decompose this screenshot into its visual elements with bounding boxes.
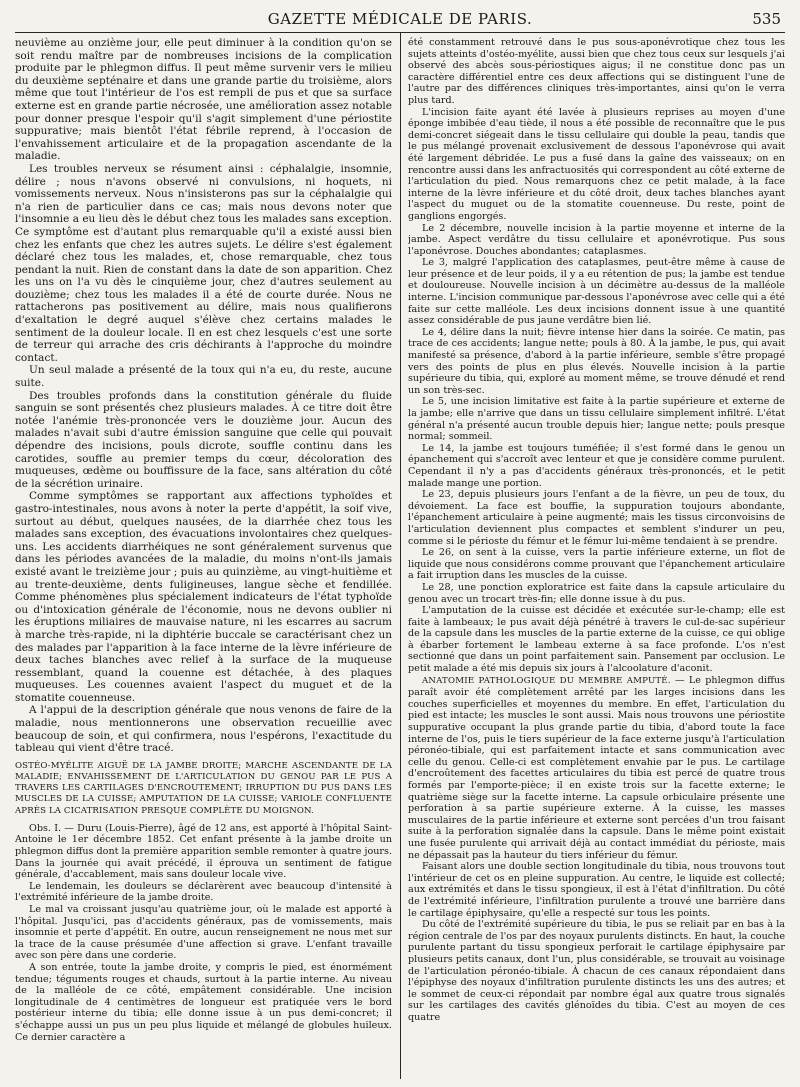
paragraph: Le 4, délire dans la nuit; fièvre intense hier dans la soirée. Ce matin, pas trace de ces accidents; langue nette; pouls à 80. À la jambe, le pus, qui avait manifesté sa présence, d'abord à la partie inférieure, semble s'être propagé vers des points de plus en plus élevés. Nouvelle incision à la partie supérieure du tibia, qui, exploré au moment même, se trouve dénudé et rend un son très-sec. — [408, 326, 785, 396]
paragraph: été constamment retrouvé dans le pus sous-aponévrotique chez tous les sujets atteints d'ostéo-myélite, aussi bien que chez tous ceux sur lesquels j'ai observé des abcès sous-périostiques aigus; il ne constitue donc pas un caractère différentiel entre ces deux affections qui se distinguent l'une de l'autre par des différences cliniques très-importantes, ainsi qu'on le verra plus tard. — [408, 37, 785, 106]
paragraph: Les troubles nerveux se résument ainsi : céphalalgie, insomnie, délire ; nous n'avons observé ni convulsions, ni hoquets, ni vomissements nerveux. Nous n'insisterons pas sur la céphalalgie qui n'a rien de particulier dans ce cas; mais nous devons noter que l'insomnie a eu lieu dès le début chez tous les malades sans exception. Ce symptôme est d'autant plus remarquable qu'il a existé aussi bien chez les enfants que chez les autres sujets. Le délire s'est également déclaré chez tous les malades, et, chose remarquable, chez tous pendant la nuit. Rien de constant dans la date de son apparition. Chez les uns on l'a vu dès le cinquième jour, chez d'autres seulement au douzième; chez tous les malades il a été de courte durée. Nous ne rattacherons pas positivement au délire, mais nous qualifierons d'exaltation le degré auquel s'élève chez certains malades le sentiment de la douleur locale. Il en est chez lesquels c'est une sorte de terreur qui arrache des cris déchirants à l'approche du moindre contact. — [15, 162, 392, 364]
paragraph: Le 14, la jambe est toujours tuméfiée; il s'est formé dans le genou un épanchement qui s'accroît avec lenteur et que je considère comme purulent. Cependant il n'y a pas d'accidents généraux très-prononcés, et le petit malade mange une portion. — [408, 442, 785, 489]
paragraph: L'amputation de la cuisse est décidée et exécutée sur-le-champ; elle est faite à lambeaux; le pus avait déjà pénétré à travers le cul-de-sac supérieur de la capsule dans les muscles de la partie externe de la cuisse, ce qui oblige à ébarber fortement le lambeau externe à sa face profonde. L'os n'est sectionné que dans un point parfaitement sain. Pansement par occlusion. Le petit malade a été mis depuis six jours à l'alcoolature d'aconit. — [408, 605, 785, 675]
paragraph: Du côté de l'extrémité supérieure du tibia, le pus se reliait par en bas à la région centrale de l'os par des noyaux purulents distincts. En haut, la couche purulente partant du tissu spongieux perforait le cartilage épiphysaire par plusieurs petits canaux, dont l'un, plus considérable, se trouvait au voisinage de l'articulation péronéo-tibiale. À chacun de ces canaux répondaient dans l'épiphyse des noyaux d'infiltration purulente distincts les uns des autres; et le sommet de ceux-ci répondait par nombre égal aux quatre trous signalés sur les cartilages des cavités glénoïdes du tibia. C'est au moyen de ces quatre — [408, 919, 785, 1023]
column-divider — [400, 33, 401, 1079]
paragraph: Des troubles profonds dans la constitution générale du fluide sanguin se sont présentés chez plusieurs malades. À ce titre doit être notée l'anémie très-prononcée vers le douzième jour. Aucun des malades n'avait subi d'autre émission sanguine que celle qui pouvait dépendre des incisions, pouls dicrote, souffle continu dans les carotides, souffle au premier temps du cœur, décoloration des muqueuses, œdème ou bouffissure de la face, sans altération du côté de la sécrétion urinaire. — [15, 389, 392, 490]
page-header — [15, 8, 785, 30]
text-columns — [15, 33, 785, 1079]
section-heading: ANATOMIE PATHOLOGIQUE DU MEMBRE AMPUTÉ. — [422, 675, 671, 686]
paragraph: Faisant alors une double section longitudinale du tibia, nous trouvons tout l'intérieur de cet os en pleine suppuration. Au centre, le liquide est collecté; aux extrémités et dans le tissu spongieux, il est à l'état d'infiltration. Du côté de l'extrémité inférieure, l'infiltration purulente a trouvé une barrière dans le cartilage épiphysaire, qu'elle a respecté sur tous les points. — [408, 861, 785, 919]
paragraph: Le 5, une incision limitative est faite à la partie supérieure et externe de la jambe; elle n'arrive que dans un tissu cellulaire simplement infiltré. L'état général n'a présenté aucun trouble depuis hier; langue nette; pouls presque normal; sommeil. — [408, 396, 785, 443]
paragraph: Le 3, malgré l'application des cataplasmes, peut-être même à cause de leur présence et de leur poids, il y a eu rétention de pus; la jambe est tendue et douloureuse. Nouvelle incision à un décimètre au-dessus de la malléole interne. L'incision communique par-dessous l'aponévrose avec celle qui a été faite sur cette malléole. Les deux incisions donnent issue à une quantité assez considérable de pus jaune verdâtre bien lié. — [408, 257, 785, 327]
paragraph: A l'appui de la description générale que nous venons de faire de la maladie, nous mentionnerons une observation recueillie avec beaucoup de soin, et qui confirmera, nous l'espérons, l'exactitude du tableau qui vient d'être tracé. — [15, 704, 392, 755]
paragraph: Un seul malade a présenté de la toux qui n'a eu, du reste, aucune suite. — [15, 364, 392, 390]
journal-title: GAZETTE MÉDICALE DE PARIS. — [267, 10, 533, 28]
page-number: 535 — [752, 10, 781, 28]
right-column — [408, 37, 785, 1077]
anatomy-paragraph — [408, 675, 785, 862]
paragraph: Le 28, une ponction exploratrice est faite dans la capsule articulaire du genou avec un trocart très-fin; elle donne issue à du pus. — [408, 581, 785, 605]
paragraph: Comme symptômes se rapportant aux affections typhoïdes et gastro-intestinales, nous avons à noter la perte d'appétit, la soif vive, surtout au début, quelques nausées, de la diarrhée chez tous les malades sans exception, des évacuations involontaires chez quelques-uns. Les accidents diarrhéiques ne sont généralement survenus que dans les périodes avancées de la maladie, du moins n'ont-ils jamais existé avant le treizième jour ; puis au quinzième, au vingt-huitième et au trente-deuxième, dents fuligineuses, langue sèche et fendillée. Comme phénomènes plus spécialement indicateurs de l'état typhoïde ou d'intoxication générale de l'économie, nous ne devons oublier ni les éruptions miliaires de mauvaise nature, ni les escarres au sacrum à marche très-rapide, ni la diphtérie buccale se caractérisant chez un des malades par l'apparition à la face interne de la lèvre inférieure de deux taches blanches avec relief à la surface de la muqueuse ressemblant, quand la couenne est détachée, à des plaques muqueuses. Les couennes avaient l'aspect du muguet et de la stomatite couenneuse. — [15, 490, 392, 704]
paragraph: A son entrée, toute la jambe droite, y compris le pied, est énormément tendue; téguments rouges et chauds, surtout à la partie interne. Au niveau de la malléole de ce côté, empâtement considérable. Une incision longitudinale de 4 centimètres de longueur est pratiquée vers le bord postérieur interne du tibia; elle donne issue à un pus demi-concret; il s'échappe aussi un pus un peu plus liquide et mélangé de globules huileux. Ce dernier caractère a — [15, 961, 392, 1043]
observation-caption: OSTÉO-MYÉLITE AIGUË DE LA JAMBE DROITE; MARCHE ASCENDANTE DE LA MALADIE; ENVAHISSEMENT DE L'ARTICULATION DU GENOU PAR LE PUS A TRAVERS LES CARTILAGES D'ENCROUTEMENT; IRRUPTION DU PUS DANS LES MUSCLES DE LA CUISSE; AMPUTATION DE LA CUISSE; VARIOLE CONFLUENTE APRÈS LA CICATRISATION PRESQUE COMPLÈTE DU MOIGNON. — [15, 760, 392, 816]
paragraph: Le lendemain, les douleurs se déclarèrent avec beaucoup d'intensité à l'extrémité inférieure de la jambe droite. — [15, 880, 392, 904]
left-column — [15, 37, 392, 1077]
paragraph: Obs. I. — Duru (Louis-Pierre), âgé de 12 ans, est apporté à l'hôpital Saint-Antoine le 1er décembre 1852. Cet enfant présente à la jambe droite un phlegmon diffus dont la première apparition semble remonter à quatre jours. Dans la journée qui avait précédé, il éprouva un sentiment de fatigue générale, d'accablement, mais sans douleur locale vive. — [15, 822, 392, 881]
paragraph: Le 23, depuis plusieurs jours l'enfant a de la fièvre, un peu de toux, du dévoiement. La face est bouffie, la suppuration toujours abondante, l'épanchement articulaire à peine augmenté; mais les tissus circonvoisins de l'articulation deviennent plus compactes et semblent s'indurer un peu, comme si le périoste du fémur et le fémur lui-même tendaient à se prendre. — [408, 489, 785, 547]
paragraph: neuvième au onzième jour, elle peut diminuer à la condition qu'on se soit rendu maître par de nombreuses incisions de la complication produite par le phlegmon diffus. Il peut même survenir vers le milieu du deuxième septénaire et dans une grande partie du troisième, alors même que tout l'intérieur de l'os est rempli de pus et que sa surface externe est en grande partie nécrosée, une amélioration assez notable pour donner presque l'espoir qu'il s'agit simplement d'une périostite suppurative; mais bientôt l'état fébrile reprend, à l'occasion de l'envahissement articulaire et de la propagation ascendante de la maladie. — [15, 37, 392, 163]
paragraph: Le mal va croissant jusqu'au quatrième jour, où le malade est apporté à l'hôpital. Jusqu'ici, pas d'accidents généraux, pas de vomissements, mais insomnie et perte d'appétit. En outre, aucun renseignement ne nous met sur la trace de la cause présumée d'une affection si grave. L'enfant travaille avec son père dans une corderie. — [15, 904, 392, 962]
paragraph: Le 2 décembre, nouvelle incision à la partie moyenne et interne de la jambe. Aspect verdâtre du tissu cellulaire et aponévrotique. Pus sous l'aponévrose. Douches abondantes; cataplasmes. — [408, 222, 785, 257]
paragraph: Le 26, on sent à la cuisse, vers la partie inférieure externe, un flot de liquide que nous considérons comme prouvant que l'épanchement articulaire a fait irruption dans les muscles de la cuisse. — [408, 547, 785, 582]
paragraph-text: — Le phlegmon diffus paraît avoir été complètement arrêté par les larges incisions dans les couches superficielles et moyennes du membre. En effet, l'articulation du pied est intacte; les muscles le sont aussi. Mais nous trouvons une périostite suppurative occupant la plus grande partie du tibia, d'abord toute la face interne de l'os, puis le tiers supérieur de la face externe jusqu'à l'articulation péronéo-tibiale, qui est parfaitement intacte et sans communication avec celle du genou. Celle-ci est complètement envahie par le pus. Le cartilage d'encroûtement des facettes articulaires du tibia est percé de quatre trous formés par l'emporte-pièce; il en existe trois sur la facette externe; le quatrième siège sur la facette interne. La capsule orbiculaire présente une perforation à sa partie supérieure externe. À la cuisse, les masses musculaires de la partie inférieure et externe sont percées d'un trou faisant suite à la perforation signalée dans la capsule. Dans le même point existait une fusée purulente qui arrivait déjà au contact immédiat du périoste, mais ne dépassait pas la hauteur du tiers inférieur du fémur. — [408, 674, 785, 861]
paragraph: L'incision faite ayant été lavée à plusieurs reprises au moyen d'une éponge imbibée d'eau tiède, il nous a été possible de reconnaître que le pus demi-concret siégeait dans le tissu cellulaire qui double la peau, tandis que le pus mélangé provenait exclusivement de dessous l'aponévrose qui avait été largement débridée. Le pus a fusé dans la gaîne des vaisseaux; on en rencontre aussi dans les anfractuosités qui correspondent au côté externe de l'articulation du pied. Nous remarquons chez ce petit malade, à la face interne de la lèvre inférieure et du côté droit, deux taches blanches ayant l'aspect du muguet ou de la stomatite couenneuse. Du reste, point de ganglions engorgés. — [408, 106, 785, 222]
